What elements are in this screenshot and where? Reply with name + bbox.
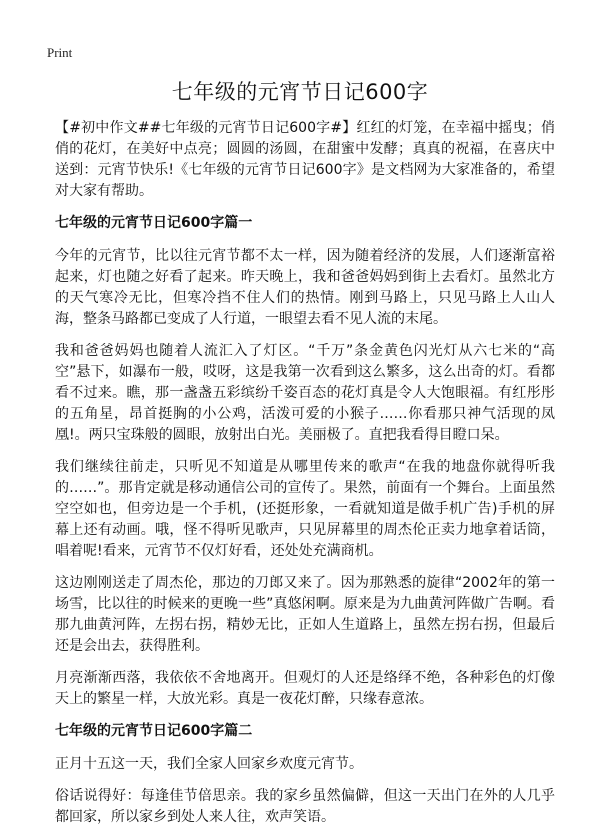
print-link[interactable]: Print	[47, 45, 73, 60]
page-title: 七年级的元宵节日记600字	[171, 80, 429, 104]
intro-paragraph: 【#初中作文##七年级的元宵节日记600字#】红红的灯笼，在幸福中摇曳；俏俏的花灯，在美好中点亮；圆圆的汤圆，在甜蜜中发酵；真真的祝福，在喜庆中送到：元宵节快乐!《七年级的元宵节日记600字》是文档网为大家准备的，希望对大家有帮助。	[55, 120, 555, 199]
paragraph: 月亮渐渐西落，我依依不舍地离开。但观灯的人还是络绎不绝，各种彩色的灯像天上的繁星一样，大放光彩。真是一夜花灯醉，只缘春意浓。	[55, 670, 555, 707]
paragraph: 俗话说得好：每逢佳节倍思亲。我的家乡虽然偏僻，但这一天出门在外的人几乎都回家，所以家乡到处人来人往，欢声笑语。	[55, 788, 555, 825]
article-body	[55, 118, 555, 839]
paragraph: 这边刚刚送走了周杰伦，那边的刀郎又来了。因为那熟悉的旋律“2002年的第一场雪，比以往的时候来的更晚一些”真悠闲啊。原来是为九曲黄河阵做广告啊。看那九曲黄河阵，左拐右拐，精妙无比，正如人生道路上，虽然左拐右拐，但最后还是会出去，获得胜利。	[55, 575, 555, 654]
paragraph: 正月十五这一天，我们全家人回家乡欢度元宵节。	[55, 756, 363, 772]
paragraph: 我和爸爸妈妈也随着人流汇入了灯区。“千万”条金黄色闪光灯从六七米的“高空”悬下，如瀑布一般，哎呀，这是我第一次看到这么繁多，这么出奇的灯。看都看不过来。瞧，那一盏盏五彩缤纷千姿百态的花灯真是令人大饱眼福。有红彤彤的五角星，昂首挺胸的小公鸡，活泼可爱的小猴子……你看那只神气活现的凤凰!。两只宝珠般的圆眼，放射出白光。美丽极了。直把我看得目瞪口呆。	[55, 343, 555, 443]
section-heading-1: 七年级的元宵节日记600字篇一	[55, 215, 253, 231]
section-heading-2: 七年级的元宵节日记600字篇二	[55, 723, 253, 739]
paragraph: 我们继续往前走，只听见不知道是从哪里传来的歌声“在我的地盘你就得听我的……”。那肯定就是移动通信公司的宣传了。果然，前面有一个舞台。上面虽然空空如也，但旁边是一个手机，(还挺形象，一看就知道是做手机广告)手机的屏幕上还有动画。哦，怪不得听见歌声，只见屏幕里的周杰伦正卖力地拿着话筒，唱着呢!看来，元宵节不仅灯好看，还处处充满商机。	[55, 459, 555, 559]
paragraph: 今年的元宵节，比以往元宵节都不太一样，因为随着经济的发展，人们逐渐富裕起来，灯也随之好看了起来。昨天晚上，我和爸爸妈妈到街上去看灯。虽然北方的天气寒冷无比，但寒冷挡不住人们的热情。刚到马路上，只见马路上人山人海，整条马路都已变成了人行道，一眼望去看不见人流的末尾。	[55, 248, 555, 327]
